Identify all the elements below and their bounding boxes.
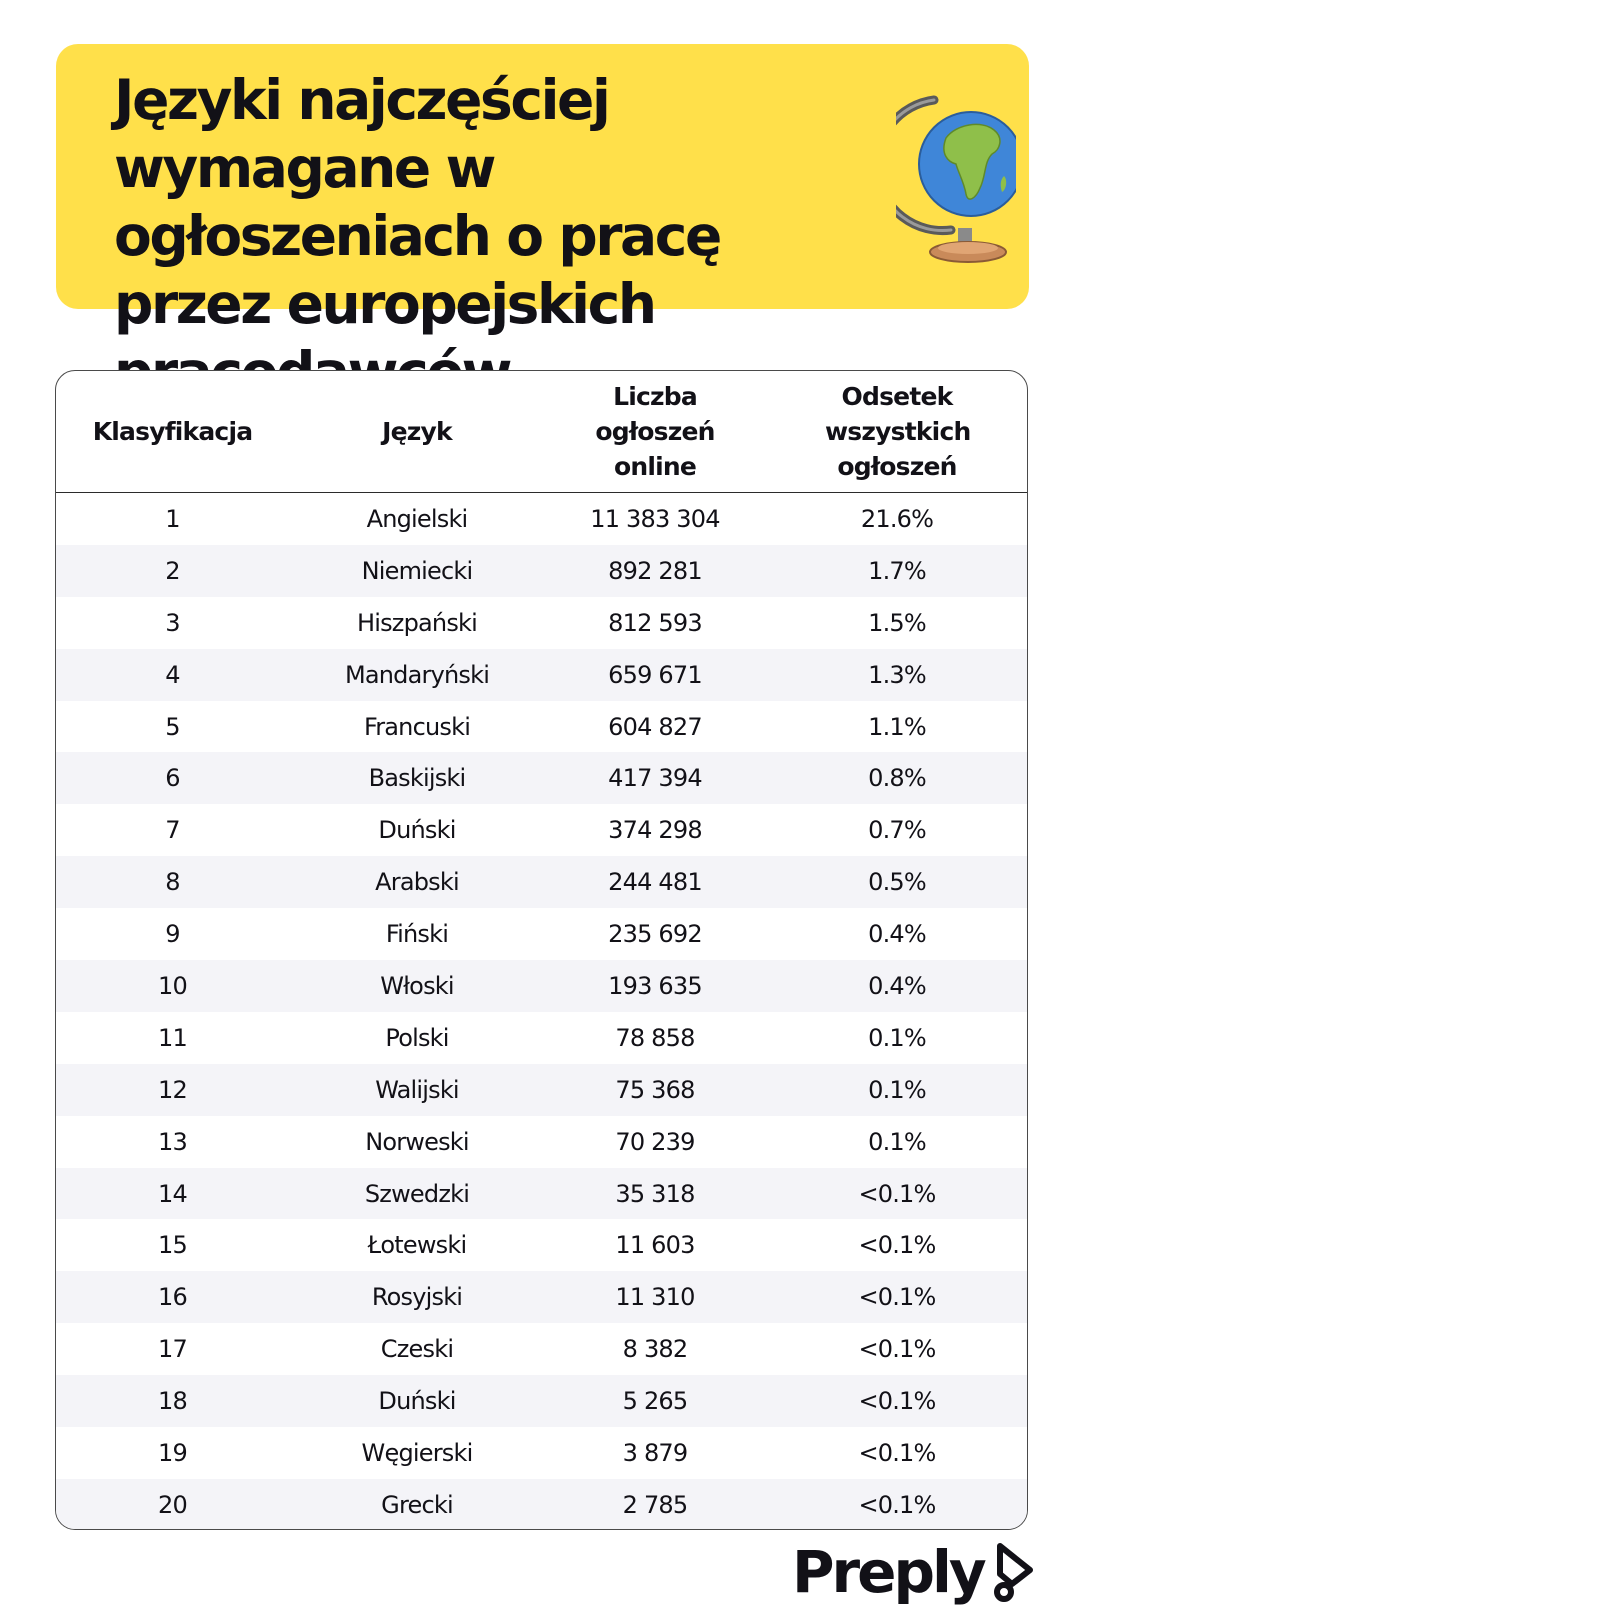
cell-language: Arabski [289, 856, 545, 908]
table-row [56, 1375, 1028, 1427]
cell-postings: 3 879 [622, 1438, 688, 1467]
cell-share: 1.7% [765, 545, 1028, 597]
table-row [56, 752, 1028, 804]
cell-postings: 812 593 [608, 608, 702, 637]
cell-language: Walijski [289, 1064, 545, 1116]
cell-rank: 8 [56, 856, 289, 908]
cell-language: Szwedzki [289, 1168, 545, 1220]
page-title: Języki najczęściej wymagane w ogłoszeniach o pracę przez europejskich [114, 68, 720, 336]
table-row [56, 1012, 1028, 1064]
table-row [56, 597, 1028, 649]
table-row [56, 1219, 1028, 1271]
table-row [56, 1271, 1028, 1323]
cell-rank: 17 [158, 1335, 187, 1364]
cell-postings: 75 368 [545, 1064, 765, 1116]
cell-rank: 4 [56, 649, 289, 701]
cell-rank: 20 [56, 1479, 289, 1530]
cell-share: <0.1% [858, 1231, 936, 1260]
cell-rank: 5 [165, 712, 180, 741]
table-row [56, 1479, 1028, 1530]
cell-language: Angielski [366, 504, 468, 533]
cell-postings: 892 281 [545, 545, 765, 597]
cell-rank: 10 [56, 960, 289, 1012]
cell-rank: 7 [165, 816, 180, 845]
cell-postings: 5 265 [545, 1375, 765, 1427]
cell-share: 0.1% [868, 1127, 926, 1156]
cell-share: <0.1% [765, 1168, 1028, 1220]
cell-language: Czeski [380, 1335, 454, 1364]
cell-share: <0.1% [765, 1375, 1028, 1427]
cell-postings: 244 481 [545, 856, 765, 908]
cell-language: Węgierski [361, 1438, 473, 1467]
cell-rank: 9 [165, 920, 180, 949]
cell-share: 0.4% [765, 960, 1028, 1012]
cell-language: Grecki [289, 1479, 545, 1530]
cell-rank: 2 [56, 545, 289, 597]
preply-logo [792, 1538, 1038, 1606]
cell-postings: 659 671 [545, 649, 765, 701]
cell-language: Łotewski [367, 1231, 467, 1260]
cell-share: 1.5% [868, 608, 926, 637]
cell-postings: 11 603 [615, 1231, 695, 1260]
cell-language: Baskijski [289, 752, 545, 804]
table-row [56, 804, 1028, 856]
table-row [56, 1116, 1028, 1168]
cell-postings: 193 635 [545, 960, 765, 1012]
table-row [56, 701, 1028, 753]
col-header-postings [545, 371, 765, 493]
cell-rank: 11 [158, 1023, 187, 1052]
cell-language: Mandaryński [289, 649, 545, 701]
col-header-postings-label: Liczba ogłoszeń online [595, 382, 715, 481]
ranking-table [55, 370, 1028, 1530]
cell-language: Fiński [385, 920, 449, 949]
cell-rank: 12 [56, 1064, 289, 1116]
cell-share: 21.6% [860, 504, 934, 533]
cell-postings: 374 298 [608, 816, 702, 845]
cell-language: Francuski [363, 712, 471, 741]
cell-postings: 11 310 [545, 1271, 765, 1323]
cell-language: Rosyjski [289, 1271, 545, 1323]
cell-share: <0.1% [765, 1271, 1028, 1323]
table-header-row [56, 371, 1028, 493]
cell-share: <0.1% [765, 1479, 1028, 1530]
cell-language: Włoski [289, 960, 545, 1012]
table-row [56, 493, 1028, 545]
cell-share: <0.1% [858, 1335, 936, 1364]
cell-language: Hiszpański [356, 608, 478, 637]
cell-language: Niemiecki [289, 545, 545, 597]
cell-share: 0.1% [765, 1064, 1028, 1116]
cell-language: Norweski [365, 1127, 469, 1156]
col-header-share [765, 371, 1028, 493]
cell-postings: 417 394 [545, 752, 765, 804]
cell-rank: 16 [56, 1271, 289, 1323]
cell-rank: 18 [56, 1375, 289, 1427]
cell-language: Polski [385, 1023, 449, 1052]
table-row [56, 908, 1028, 960]
cell-postings: 8 382 [622, 1335, 688, 1364]
table-row [56, 1168, 1028, 1220]
cell-rank: 13 [158, 1127, 187, 1156]
brand-name: Preply [792, 1538, 984, 1606]
cell-language: Duński [289, 1375, 545, 1427]
cell-rank: 14 [56, 1168, 289, 1220]
col-header-share-label: Odsetek wszystkich ogłoszeń [825, 382, 971, 481]
cell-postings: 78 858 [615, 1023, 695, 1052]
globe-icon [896, 80, 1016, 270]
cell-share: <0.1% [858, 1438, 936, 1467]
cell-postings: 11 383 304 [590, 504, 720, 533]
table-row [56, 1064, 1028, 1116]
cell-language: Duński [378, 816, 456, 845]
title-card [56, 44, 1029, 336]
table-row [56, 960, 1028, 1012]
table-row [56, 1427, 1028, 1479]
cell-rank: 15 [158, 1231, 187, 1260]
cell-postings: 604 827 [608, 712, 702, 741]
cell-share: 0.4% [868, 920, 926, 949]
cell-share: 0.7% [868, 816, 926, 845]
cell-rank: 3 [165, 608, 180, 637]
cell-postings: 70 239 [615, 1127, 695, 1156]
cell-postings: 2 785 [545, 1479, 765, 1530]
cell-share: 0.1% [868, 1023, 926, 1052]
col-header-language: Język [289, 371, 545, 493]
cell-share: 0.5% [765, 856, 1028, 908]
cell-rank: 6 [56, 752, 289, 804]
table-row [56, 1323, 1028, 1375]
table-row [56, 545, 1028, 597]
cell-rank: 1 [165, 504, 180, 533]
col-header-rank: Klasyfikacja [56, 371, 289, 493]
table-row [56, 649, 1028, 701]
cell-share: 1.1% [868, 712, 926, 741]
cell-rank: 19 [158, 1438, 187, 1467]
cell-share: 0.8% [765, 752, 1028, 804]
cell-share: 1.3% [765, 649, 1028, 701]
table-row [56, 856, 1028, 908]
cell-postings: 35 318 [545, 1168, 765, 1220]
preply-mark-icon [990, 1540, 1038, 1604]
cell-postings: 235 692 [608, 920, 702, 949]
